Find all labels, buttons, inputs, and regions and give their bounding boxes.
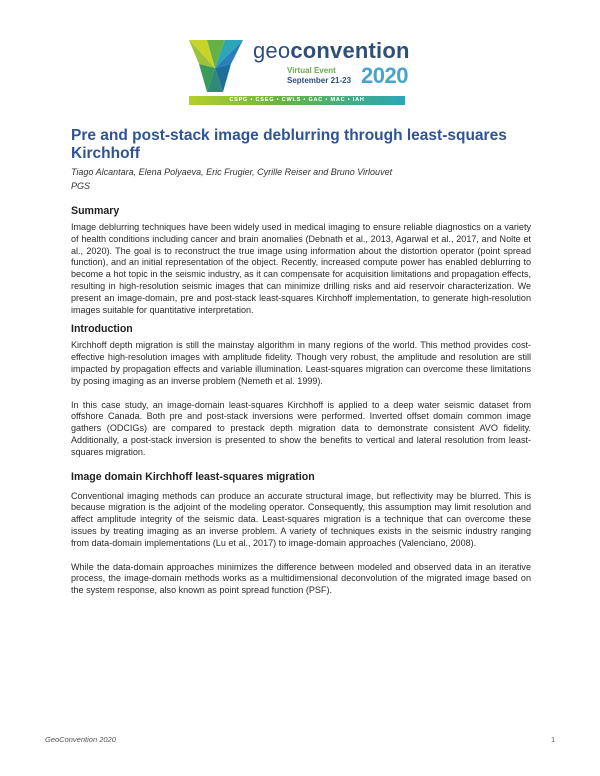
logo-dates: September 21-23 [287,76,352,85]
footer-page-number: 1 [551,735,556,744]
introduction-paragraph-1: Kirchhoff depth migration is still the mainstay algorithm in many regions of the world. This method provides cost-effective high-resolution images with amplitude fidelity. Though very robust, the amplitude and resolution are still impacted by propagation effects and variable illumination. Least-squares migration can overcome these limitations by posing imaging as an inverse problem (Nemeth et al. 1999). [71,340,531,386]
summary-text: Image deblurring techniques have been widely used in medical imaging to ensure reliable diagnostics on a variety of health conditions including cancer and brain anomalies (Debnath et al., 2013, Agarwal et al., 2017, and Nolte et al., 2020). The goal is to reconstruct the true image using information about the distortion operator (point spread function), and an initial representation of the object. Recently, increased compute power has enabled deblurring to become a hot topic in the seismic industry, as it can compensate for acquisition limitations and propagation effects, resulting in high-resolution seismic images that can minimize drilling risks and aid reservoir characterization. We present an image-domain, pre and post-stack least-squares Kirchhoff implementation, to generate high-resolution images suitable for quantitative interpretation. [71,222,531,315]
method-heading: Image domain Kirchhoff least-squares migration [71,470,315,483]
method-paragraph-1: Conventional imaging methods can produce an accurate structural image, but reflectivity may be blurred. This is because migration is the adjoint of the modeling operator. Consequently, this assumption may limit resolution and affect amplitude integrity of the seismic data. Least-squares migration is a technique that can overcome these issues by treating imaging as an inverse problem. A variety of techniques exists in the seismic industry ranging from data-domain implementations (Lu et al., 2017) to image-domain approaches (Valenciano, 2008). [71,490,531,548]
geoconvention-logo-mark-icon [185,34,245,96]
method-paragraph-2: While the data-domain approaches minimizes the difference between modeled and observed data in an iterative process, the image-domain methods works as a multidimensional deconvolution of the migrated image based on the system response, also known as point spread function (PSF). [71,561,531,596]
paper-title: Pre and post-stack image deblurring through least-squares Kirchhoff [71,127,507,162]
footer-conference: GeoConvention 2020 [45,735,116,744]
logo-event-info [287,66,351,86]
summary-heading: Summary [71,205,120,217]
introduction-heading: Introduction [71,323,133,336]
geoconvention-logo [185,32,425,110]
logo-wordmark: geoconvention [253,38,410,63]
paper-authors: Tiago Alcantara, Elena Polyaeva, Eric Frugier, Cyrille Reiser and Bruno Virlouvet [71,167,393,177]
logo-societies-bar: CSPG • CSEG • CWLS • GAC • MAC • IAH [189,96,405,105]
logo-virtual-event: Virtual Event [287,66,336,75]
introduction-paragraph-2: In this case study, an image-domain least-squares Kirchhoff is applied to a deep water seismic dataset from offshore Canada. Both pre and post-stack inversions were performed. Inverted offset domain common image gathers (ODCIGs) are compared to prestack depth migration data to demonstrate consistent AVO fidelity. Additionally, a post-stack inversion is presented to show the benefits to vertical and lateral resolution from least-squares migration. [71,399,531,457]
logo-year: 2020 [361,63,408,88]
paper-body [71,205,531,597]
paper-affiliation: PGS [71,181,91,191]
